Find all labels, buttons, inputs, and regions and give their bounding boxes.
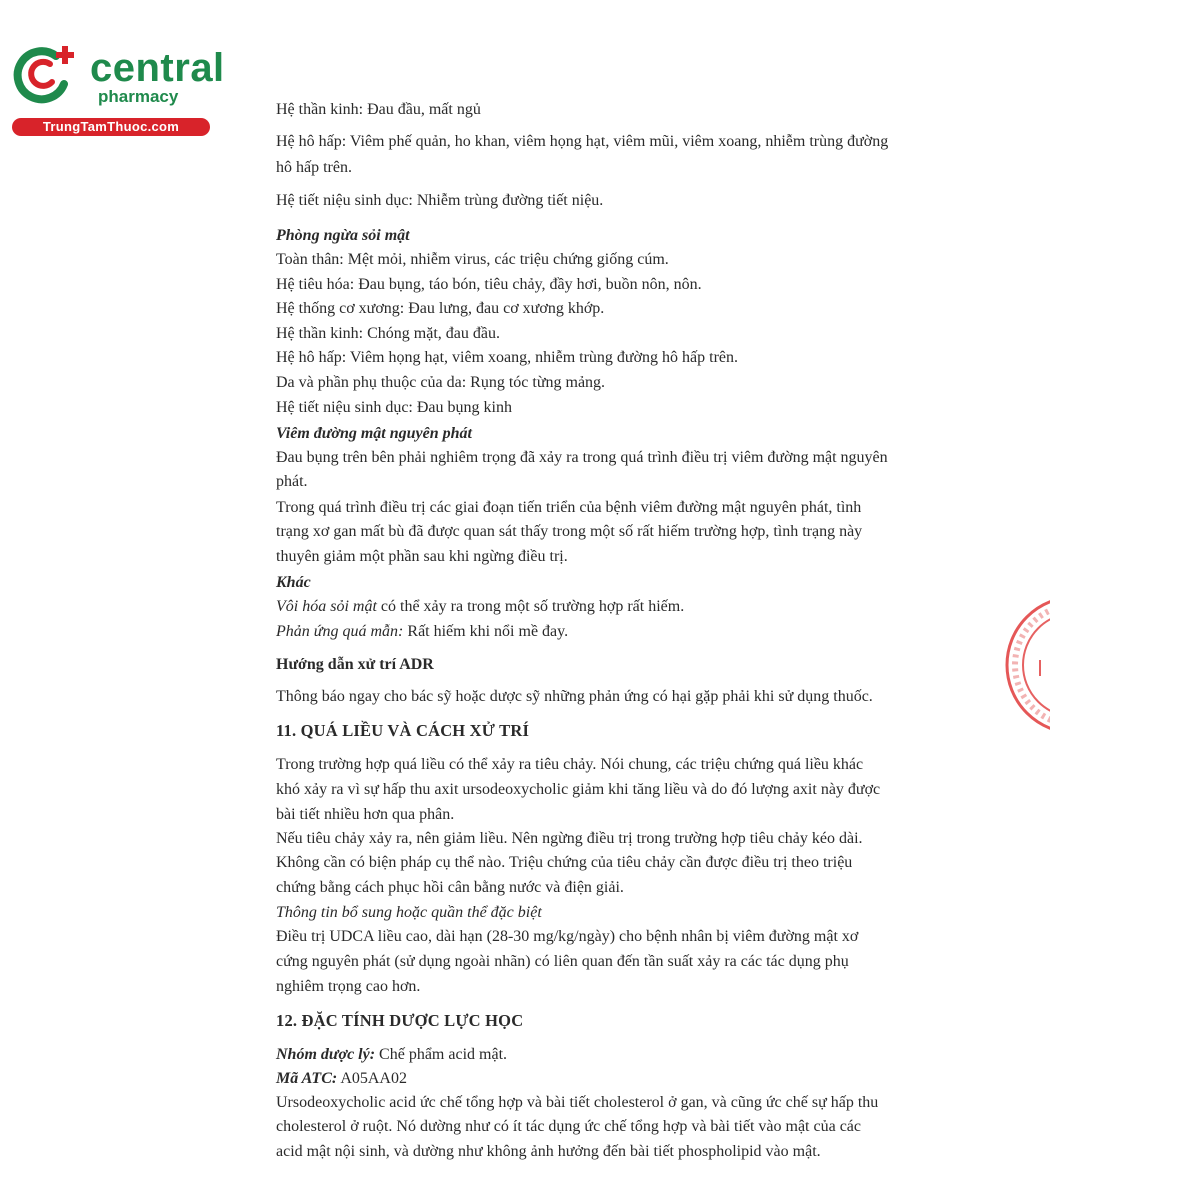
text-line: Da và phần phụ thuộc của da: Rụng tóc từng mảng. [276,374,606,391]
text-line: cứng nguyên phát (sử dụng ngoài nhãn) có liên quan đến tần suất xảy ra các tác dụng phụ [276,953,849,970]
brand-website: TrungTamThuoc.com [12,118,210,136]
text-line: Hệ tiêu hóa: Đau bụng, táo bón, tiêu chảy, đầy hơi, buồn nôn, nôn. [276,276,702,293]
stamp-seal-icon [1000,590,1050,740]
subsection-heading: Viêm đường mật nguyên phát [276,425,472,442]
field-label: Mã ATC: [276,1070,338,1087]
italic-term: Vôi hóa sỏi mật [276,598,377,615]
text-line: acid mật nội sinh, và dường như không ảnh hưởng đến bài tiết phospholipid vào mật. [276,1143,821,1160]
text-line: phát. [276,473,308,490]
field-value: A05AA02 [337,1070,407,1087]
text-line: Thông báo ngay cho bác sỹ hoặc dược sỹ những phản ứng có hại gặp phải khi sử dụng thuốc. [276,688,873,705]
italic-term: Phản ứng quá mẫn: [276,623,404,640]
brand-name: central [90,46,225,90]
red-stamp [1000,590,1050,740]
subsection-heading: Phòng ngừa sỏi mật [276,227,410,244]
text-line: Hệ hô hấp: Viêm phế quản, ho khan, viêm họng hạt, viêm mũi, viêm xoang, nhiễm trùng đường [276,133,889,150]
text-line: Hệ thần kinh: Chóng mặt, đau đầu. [276,325,500,342]
section-heading-12: 12. ĐẶC TÍNH DƯỢC LỰC HỌC [276,1011,524,1030]
text-line [276,1045,507,1065]
text-line: Hệ hô hấp: Viêm họng hạt, viêm xoang, nhiễm trùng đường hô hấp trên. [276,349,739,366]
text-line: khó xảy ra vì sự hấp thu axit ursodeoxycholic giảm khi tăng liều và do đó lượng axit này được [276,781,881,798]
subsection-heading: Hướng dẫn xử trí ADR [276,656,434,673]
text-line: Ursodeoxycholic acid ức chế tổng hợp và bài tiết cholesterol ở gan, và cũng ức chế sự hấp thu [276,1094,879,1111]
field-value: Chế phẩm acid mật. [375,1046,508,1063]
central-pharmacy-logo [10,38,225,138]
text-line: hô hấp trên. [276,159,352,176]
subsection-heading: Khác [276,574,311,591]
text-line: Nếu tiêu chảy xảy ra, nên giảm liều. Nên ngừng điều trị trong trường hợp tiêu chảy kéo dài. [276,830,863,847]
text-line [276,622,568,642]
text-line: Hệ tiết niệu sinh dục: Nhiễm trùng đường tiết niệu. [276,192,604,209]
text-line: Đau bụng trên bên phải nghiêm trọng đã xảy ra trong quá trình điều trị viêm đường mật nguyên [276,449,888,466]
text-line: Hệ thống cơ xương: Đau lưng, đau cơ xương khớp. [276,300,605,317]
text-line: Trong quá trình điều trị các giai đoạn tiến triển của bệnh viêm đường mật nguyên phát, tình [276,499,862,516]
text-line: chứng bằng cách phục hồi cân bằng nước và điện giải. [276,879,624,896]
text-line [276,597,684,617]
text-line: Không cần có biện pháp cụ thể nào. Triệu chứng của tiêu chảy cần được điều trị theo triệu [276,854,853,871]
section-heading-11: 11. QUÁ LIỀU VÀ CÁCH XỬ TRÍ [276,721,530,740]
field-label: Nhóm dược lý: [276,1046,376,1063]
text-line [276,1069,407,1089]
text-line: cholesterol ở ruột. Nó dường như có ít tác dụng ức chế tổng hợp và bài tiết vào mật của các [276,1118,861,1135]
central-pharmacy-c-icon [12,40,78,106]
text-line: nghiêm trọng cao hơn. [276,978,421,995]
text-line: Điều trị UDCA liều cao, dài hạn (28-30 mg/kg/ngày) cho bệnh nhân bị viêm đường mật xơ [276,928,859,945]
text-line: Trong trường hợp quá liều có thể xảy ra tiêu chảy. Nói chung, các triệu chứng quá liều khác [276,756,864,773]
text-line: Hệ thần kinh: Đau đầu, mất ngủ [276,101,481,118]
subsection-heading: Thông tin bổ sung hoặc quần thể đặc biệt [276,904,542,921]
text-line: thuyên giảm một phần sau khi ngừng điều trị. [276,548,568,565]
brand-subtitle: pharmacy [98,87,179,106]
text-line: trạng xơ gan mất bù đã được quan sát thấy trong một số rất hiếm trường hợp, tình trạng này [276,523,863,540]
text-run: có thể xảy ra trong một số trường hợp rất hiếm. [376,598,685,615]
text-line: Toàn thân: Mệt mỏi, nhiễm virus, các triệu chứng giống cúm. [276,251,669,268]
text-line: Hệ tiết niệu sinh dục: Đau bụng kinh [276,399,512,416]
text-line: bài tiết nhiều hơn qua phân. [276,806,455,823]
text-run: Rất hiếm khi nổi mề đay. [403,623,569,640]
